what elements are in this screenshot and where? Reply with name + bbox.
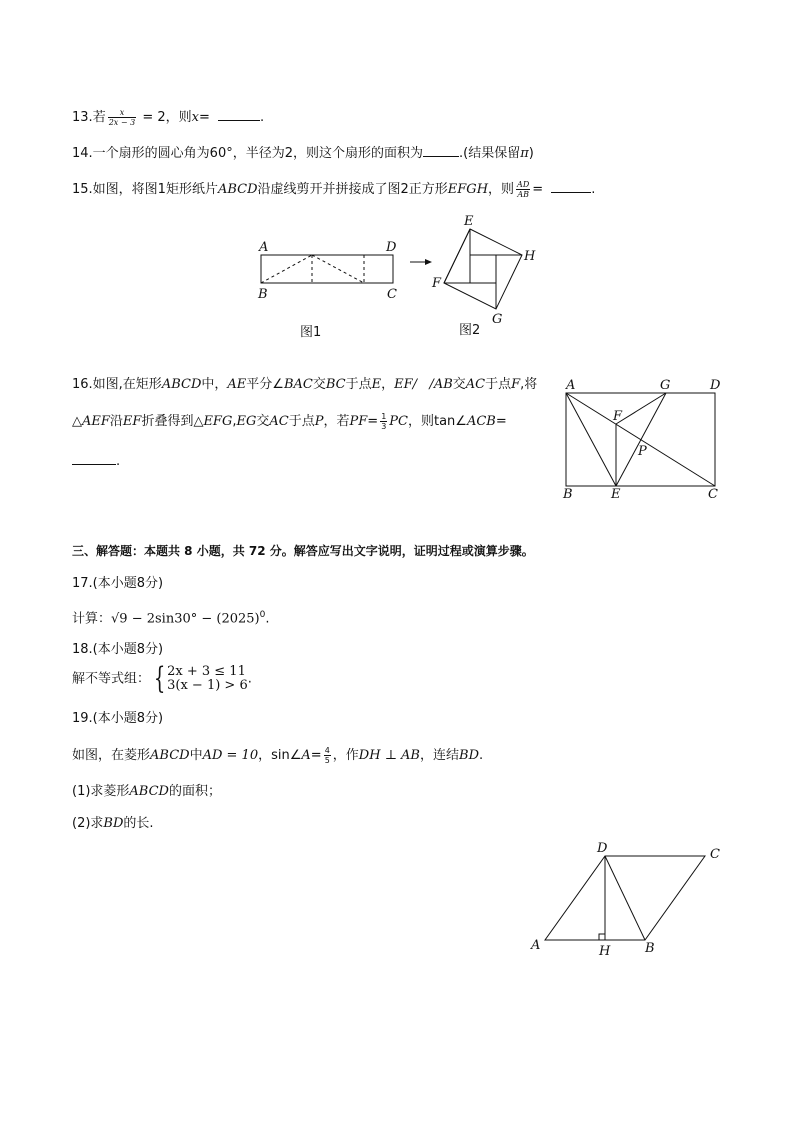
q15-then: ，则 — [488, 182, 515, 197]
q19-t1: 如图，在菱形 — [72, 748, 151, 763]
q13-var: x — [191, 110, 199, 125]
fig3-label-d: D — [710, 378, 721, 393]
q16-u17: ，则tan∠ — [407, 414, 467, 429]
q16-t8: BC — [325, 377, 346, 392]
q19-t6: A — [301, 748, 311, 763]
q16-u8: EG — [236, 414, 257, 429]
q14-text: 14.一个扇形的圆心角为60°，半径为2，则这个扇形的面积为 — [72, 146, 423, 161]
fig3-label-f: F — [613, 409, 623, 424]
q19-t2: ABCD — [150, 748, 190, 763]
q17-head: 17.(本小题8分) — [72, 576, 164, 591]
q18-row2: 3(x − 1) > 6 — [167, 678, 248, 693]
fig2-label-h: H — [524, 249, 536, 264]
fig4-line-bd — [605, 856, 645, 940]
q14-tail: .(结果保留 — [459, 146, 521, 161]
q16-u15: = — [367, 414, 379, 429]
q16-u6: EFG — [203, 414, 233, 429]
q16-t16: AC — [465, 377, 486, 392]
q16-u11: 于点 — [288, 414, 315, 429]
q16-u7: , — [232, 414, 237, 429]
q19-t11: BD — [459, 748, 479, 763]
q16-u10: AC — [269, 414, 289, 429]
q16-t13: / — [429, 377, 434, 392]
brace-icon: { — [153, 661, 166, 696]
q16-u5: 折叠得到△ — [141, 414, 204, 429]
q16-u16: PC — [389, 414, 408, 429]
fig2-label-g: G — [492, 312, 503, 327]
q16-t11: ， — [381, 377, 395, 392]
q17-end: . — [265, 611, 270, 627]
q16-u3: 沿 — [109, 414, 123, 429]
q13-frac-num: x — [108, 108, 136, 118]
q19-p1-t3: 的面积； — [168, 784, 221, 799]
fig4-label-h: H — [599, 944, 611, 959]
q14-close: ) — [528, 146, 534, 161]
fig3-label-e: E — [611, 487, 621, 502]
q16-t17: 于点 — [485, 377, 512, 392]
q16-u2: AEF — [82, 414, 110, 429]
q16-u14: PF — [349, 414, 368, 429]
q16-t4: AE — [227, 377, 247, 392]
q18-end: . — [247, 671, 252, 687]
q16-u18: ACB — [466, 414, 496, 429]
q19-t12: . — [479, 748, 484, 763]
section-3-header: 三、解答题：本题共 8 小题，共 72 分。解答应写出文字说明，证明过程或演算步骤。 — [72, 544, 534, 558]
q15-eq: = — [532, 182, 544, 197]
q16-frac-den: 3 — [381, 422, 387, 431]
q19-t4: AD = 10 — [202, 748, 259, 763]
q19-p2-t3: 的长. — [123, 816, 154, 831]
fig1-label-d: D — [386, 240, 397, 255]
q19-t3: 中 — [189, 748, 203, 763]
q16-end: . — [116, 454, 121, 469]
q17-exponent: 0 — [259, 610, 266, 620]
q15-end: . — [591, 182, 596, 197]
fig3-label-a: A — [566, 378, 576, 393]
fig1-label-c: C — [387, 287, 397, 302]
q18-prefix: 解不等式组： — [72, 671, 151, 687]
q19-frac-den: 5 — [324, 756, 330, 765]
q17-expression: √9 − 2sin30° − (2025) — [111, 611, 260, 627]
q19-p1-t2: ABCD — [129, 784, 169, 799]
q19-t8: ，作 — [332, 748, 359, 763]
q19-t10: ，连结 — [420, 748, 460, 763]
fig4-label-c: C — [710, 847, 720, 862]
q19-t9: DH ⊥ AB — [358, 748, 420, 763]
q16-t3: 中， — [201, 377, 228, 392]
q19-t5: ，sin∠ — [258, 748, 302, 763]
q16-t1: 16.如图,在矩形 — [72, 377, 162, 392]
q13-eq: = 2，则 — [142, 110, 192, 125]
q14-pi: π — [520, 146, 529, 161]
q16-t5: 平分∠ — [246, 377, 284, 392]
q16-t14: AB — [433, 377, 453, 392]
q19-t7: = — [310, 748, 322, 763]
q16-t19: ,将 — [520, 377, 538, 392]
q13-prefix: 若 — [92, 110, 106, 125]
fig3-label-p: P — [638, 444, 647, 459]
q19-p1-t1: (1)求菱形 — [72, 784, 130, 799]
q16-u1: △ — [72, 414, 82, 429]
fig2-label-e: E — [464, 214, 474, 229]
q16-t10: E — [371, 377, 382, 392]
q16-u12: P — [314, 414, 324, 429]
q16-t9: 于点 — [345, 377, 372, 392]
q16-u19: = — [495, 414, 507, 429]
q15-text: 15.如图，将图1矩形纸片 — [72, 182, 218, 197]
fig3-label-c: C — [708, 487, 718, 502]
q15-mid: 沿虚线剪开并拼接成了图2正方形 — [257, 182, 448, 197]
q13-post: = — [198, 110, 210, 125]
q19-p2-t2: BD — [103, 816, 124, 831]
q19-frac-num: 4 — [324, 746, 330, 755]
q13-number: 13. — [72, 110, 93, 125]
q16-t7: 交 — [312, 377, 326, 392]
q16-u9: 交 — [256, 414, 270, 429]
q16-t15: 交 — [452, 377, 466, 392]
q17-prefix: 计算： — [72, 611, 112, 627]
fig3-label-b: B — [563, 487, 573, 502]
fig4-right-angle-mark — [599, 934, 605, 940]
fig4-label-d: D — [597, 841, 608, 856]
q13-frac-den: 2x − 3 — [108, 118, 136, 127]
fig4-label-a: A — [531, 938, 541, 953]
q18-head: 18.(本小题8分) — [72, 642, 164, 657]
q16-t18: F — [511, 377, 521, 392]
fig3-label-g: G — [660, 378, 671, 393]
q18-row1: 2x + 3 ≤ 11 — [167, 664, 246, 679]
q16-t2: ABCD — [161, 377, 202, 392]
q16-t12: EF/ — [394, 377, 418, 392]
q15-efgh: EFGH — [447, 182, 489, 197]
q19-head: 19.(本小题8分) — [72, 711, 164, 726]
fig1-caption: 图1 — [300, 325, 322, 340]
q16-u4: EF — [122, 414, 142, 429]
q15-frac-den: AB — [517, 190, 529, 199]
q16-u13: ，若 — [323, 414, 350, 429]
q16-frac-num: 1 — [381, 412, 387, 421]
q15-abcd: ABCD — [217, 182, 258, 197]
fig2-label-f: F — [432, 276, 442, 291]
q16-t6: BAC — [283, 377, 313, 392]
fig1-label-b: B — [258, 287, 268, 302]
q15-frac-num: AD — [517, 180, 530, 189]
fig4-label-b: B — [645, 941, 655, 956]
fig1-label-a: A — [259, 240, 269, 255]
q13-end: . — [260, 110, 265, 125]
q19-p2-t1: (2)求 — [72, 816, 104, 831]
fig2-caption: 图2 — [459, 323, 481, 338]
